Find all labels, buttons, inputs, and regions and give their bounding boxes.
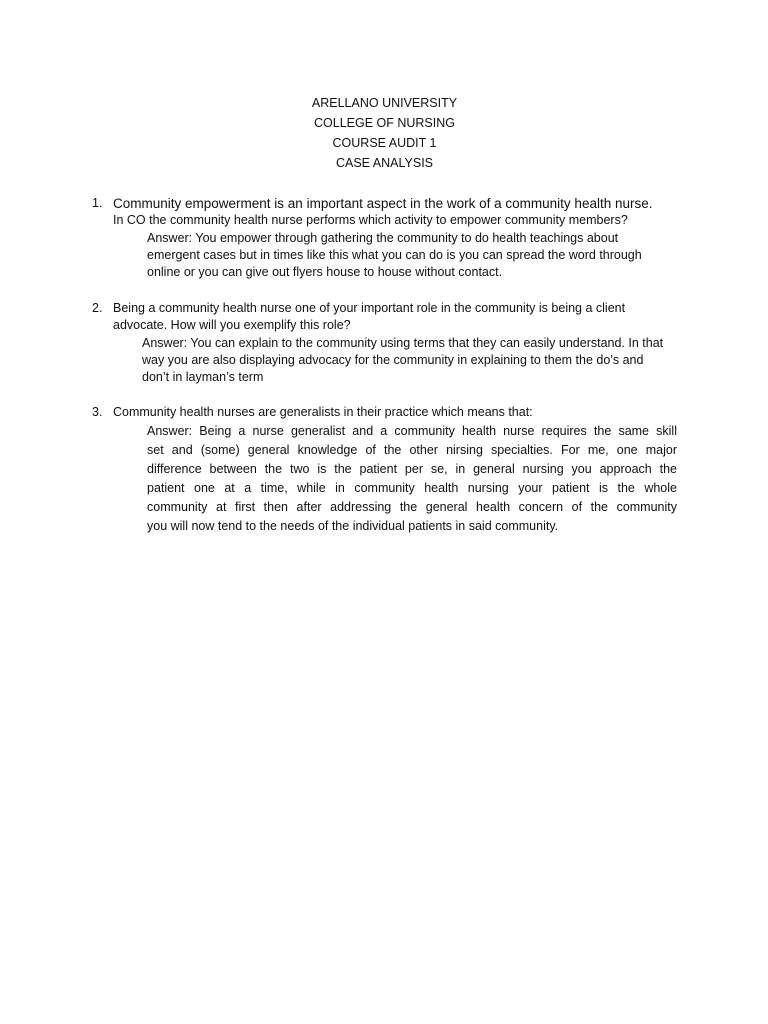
answer-line: emergent cases but in times like this what you can do is you can spread the word through	[147, 248, 642, 262]
answer-block	[147, 230, 642, 281]
answer-line: Answer: You empower through gathering the community to do health teachings about	[147, 231, 619, 245]
college-name: COLLEGE OF NURSING	[314, 116, 455, 130]
answer-line: Answer: Being a nurse generalist and a community health nurse requires the same skill	[147, 424, 677, 438]
question-number: 3.	[92, 405, 103, 419]
answer-line: you will now tend to the needs of the individual patients in said community.	[147, 519, 559, 533]
answer-line: set and (some) general knowledge of the other nirsing specialties. For me, one major	[147, 443, 677, 457]
question-text-line: Being a community health nurse one of your important role in the community is being a client	[113, 301, 626, 315]
document-header	[0, 93, 768, 173]
answer-line: patient one at a time, while in community health nursing your patient is the whole	[147, 481, 677, 495]
question-text-line: Community health nurses are generalists in their practice which means that:	[113, 405, 533, 419]
course-name: COURSE AUDIT 1	[332, 136, 437, 150]
document-title: CASE ANALYSIS	[335, 156, 434, 170]
answer-line: community at first then after addressing the general health concern of the community	[147, 500, 677, 514]
question-text-line: Community empowerment is an important aspect in the work of a community health nurse.	[113, 196, 653, 211]
answer-block	[142, 335, 663, 386]
university-name: ARELLANO UNIVERSITY	[311, 96, 458, 110]
answer-block	[147, 422, 677, 536]
answer-line: don’t in layman’s term	[142, 370, 264, 384]
answer-line: online or you can give out flyers house to house without contact.	[147, 265, 503, 279]
question-number: 1.	[92, 196, 103, 210]
question-text-line: In CO the community health nurse performs which activity to empower community members?	[113, 213, 628, 227]
answer-line: Answer: You can explain to the community using terms that they can easily understand. In that	[142, 336, 664, 350]
question-text	[113, 300, 625, 334]
question-text-line: advocate. How will you exemplify this role?	[113, 318, 351, 332]
answer-line: way you are also displaying advocacy for the community in explaining to them the do’s and	[142, 353, 644, 367]
answer-line: difference between the two is the patient per se, in general nursing you approach the	[147, 462, 677, 476]
question-number: 2.	[92, 301, 103, 315]
